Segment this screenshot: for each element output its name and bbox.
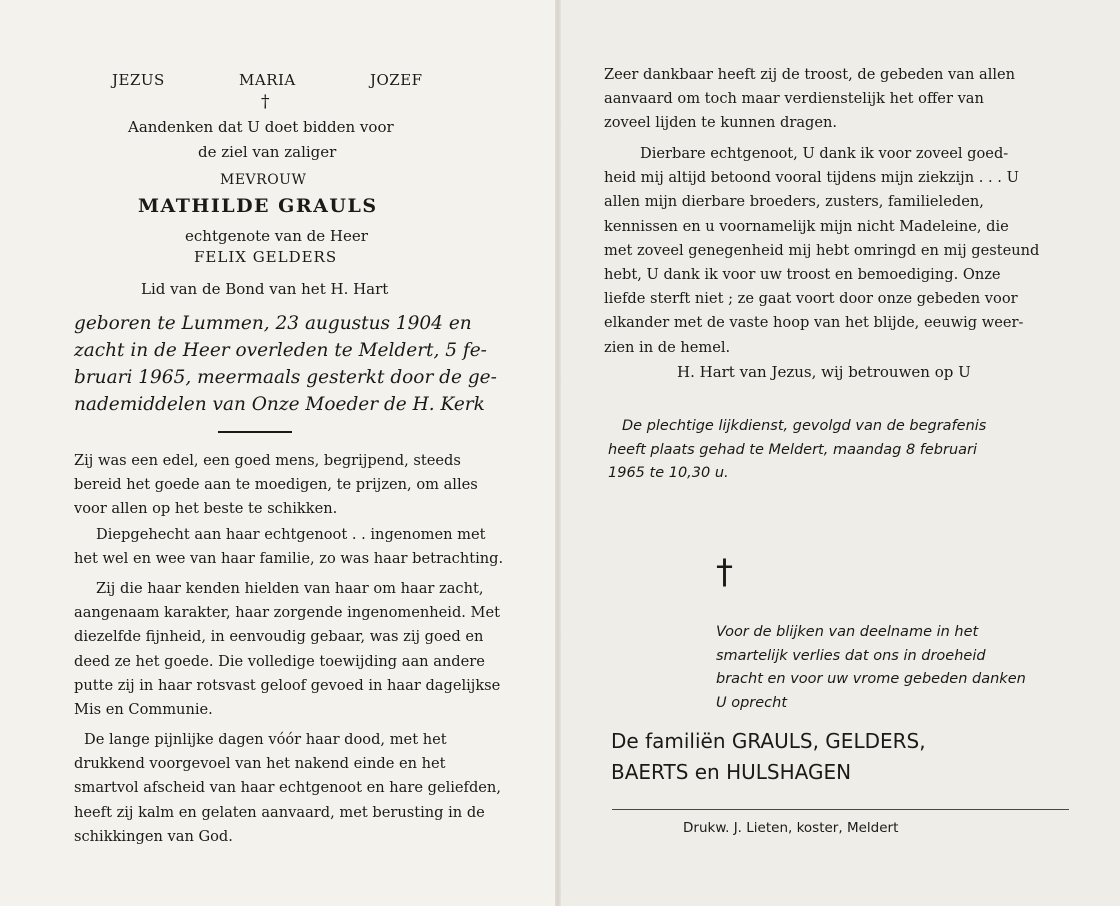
families <box>611 726 926 788</box>
text-line: U oprecht <box>716 694 788 711</box>
text-line: De lange pijnlijke dagen vóór haar dood, met het <box>84 731 447 748</box>
families-line-1: De familiën GRAULS, GELDERS, <box>611 729 926 753</box>
birth-line: bruari 1965, meermaals gesterkt door de ge- <box>74 367 497 388</box>
text-line: elkander met de vaste hoop van het blijde, eeuwig weer- <box>604 314 1024 332</box>
text-line: 1965 te 10,30 u. <box>608 465 729 481</box>
printer-credit: Drukw. J. Lieten, koster, Meldert <box>683 820 899 836</box>
large-cross-icon: † <box>716 552 733 592</box>
small-cross-icon: † <box>261 92 270 112</box>
paragraph-4 <box>74 728 504 849</box>
text-line: allen mijn dierbare broeders, zusters, familieleden, <box>604 193 984 211</box>
text-line: voor allen op het beste te schikken. <box>74 500 338 518</box>
text-line: Mis en Communie. <box>74 701 213 719</box>
text-line: met zoveel genegenheid mij hebt omringd en mij gesteund <box>604 241 1040 259</box>
text-line: schikkingen van God. <box>74 827 233 845</box>
spouse-intro: echtgenote van de Heer <box>185 227 368 245</box>
spouse-name: FELIX GELDERS <box>194 248 338 266</box>
card-fold <box>555 0 561 906</box>
title-mevrouw: MEVROUW <box>220 172 307 188</box>
text-line: De plechtige lijkdienst, gevolgd van de begrafenis <box>622 418 987 434</box>
text-line: kennissen en u voornamelijk mijn nicht Madeleine, die <box>604 217 1009 235</box>
funeral-notice <box>608 415 986 486</box>
text-line: diezelfde fijnheid, in eenvoudig gebaar, was zij goed en <box>74 628 484 646</box>
text-line: heid mij altijd betoond vooral tijdens mijn ziekzijn . . . U <box>604 169 1019 187</box>
text-line: liefde sterft niet ; ze gaat voort door onze gebeden voor <box>604 290 1018 308</box>
text-line: bereid het goede aan te moedigen, te prijzen, om alles <box>74 476 478 494</box>
deceased-name: MATHILDE GRAULS <box>138 195 378 217</box>
text-line: aanvaard om toch maar verdienstelijk het offer van <box>604 90 984 108</box>
paragraph-1 <box>74 449 504 522</box>
text-line: heeft zij kalm en gelaten aanvaard, met berusting in de <box>74 803 485 821</box>
text-line: putte zij in haar rotsvast geloof gevoed in haar dagelijkse <box>74 676 501 694</box>
text-line: Dierbare echtgenoot, U dank ik voor zoveel goed- <box>640 145 1009 162</box>
divider-short <box>218 431 292 433</box>
birth-line: zacht in de Heer overleden te Meldert, 5 fe- <box>74 340 487 361</box>
text-line: Zij die haar kenden hielden van haar om haar zacht, <box>96 580 484 597</box>
thanks-text <box>716 621 1026 715</box>
birth-death-text <box>74 310 504 418</box>
text-line: drukkend voorgevoel van het nakend einde en het <box>74 755 446 773</box>
text-line: Zij was een edel, een goed mens, begrijpend, steeds <box>74 452 461 469</box>
paragraph-3 <box>74 577 504 722</box>
right-paragraph-2 <box>604 142 1060 360</box>
text-line: smartvol afscheid van haar echtgenoot en hare geliefden, <box>74 779 501 797</box>
families-line-2: BAERTS en HULSHAGEN <box>611 760 852 784</box>
divider-long <box>612 809 1069 810</box>
text-line: het wel en wee van haar familie, zo was haar betrachting. <box>74 550 504 568</box>
text-line: zien in de hemel. <box>604 338 731 356</box>
intro-line-1: Aandenken dat U doet bidden voor <box>128 118 394 136</box>
text-line: zoveel lijden te kunnen dragen. <box>604 114 838 132</box>
text-line: heeft plaats gehad te Meldert, maandag 8 februari <box>608 441 978 458</box>
text-line: smartelijk verlies dat ons in droeheid <box>716 647 986 664</box>
header-word-jozef: JOZEF <box>370 71 423 89</box>
membership-line: Lid van de Bond van het H. Hart <box>141 280 389 298</box>
birth-line: geboren te Lummen, 23 augustus 1904 en <box>74 313 472 334</box>
header-word-maria: MARIA <box>239 71 296 89</box>
paragraph-2 <box>74 523 504 571</box>
right-paragraph-1 <box>604 63 1060 136</box>
header-word-jezus: JEZUS <box>112 71 165 89</box>
text-line: Zeer dankbaar heeft zij de troost, de gebeden van allen <box>604 66 1016 83</box>
text-line: deed ze het goede. Die volledige toewijding aan andere <box>74 652 485 670</box>
text-line: aangenaam karakter, haar zorgende ingenomenheid. Met <box>74 604 501 622</box>
text-line: Diepgehecht aan haar echtgenoot . . ingenomen met <box>96 526 486 543</box>
intro-line-2: de ziel van zaliger <box>198 143 337 161</box>
prayer-line: H. Hart van Jezus, wij betrouwen op U <box>677 363 971 381</box>
text-line: hebt, U dank ik voor uw troost en bemoediging. Onze <box>604 266 1001 284</box>
birth-line: nademiddelen van Onze Moeder de H. Kerk <box>74 394 485 415</box>
text-line: bracht en voor uw vrome gebeden danken <box>716 671 1026 687</box>
text-line: Voor de blijken van deelname in het <box>716 624 979 640</box>
